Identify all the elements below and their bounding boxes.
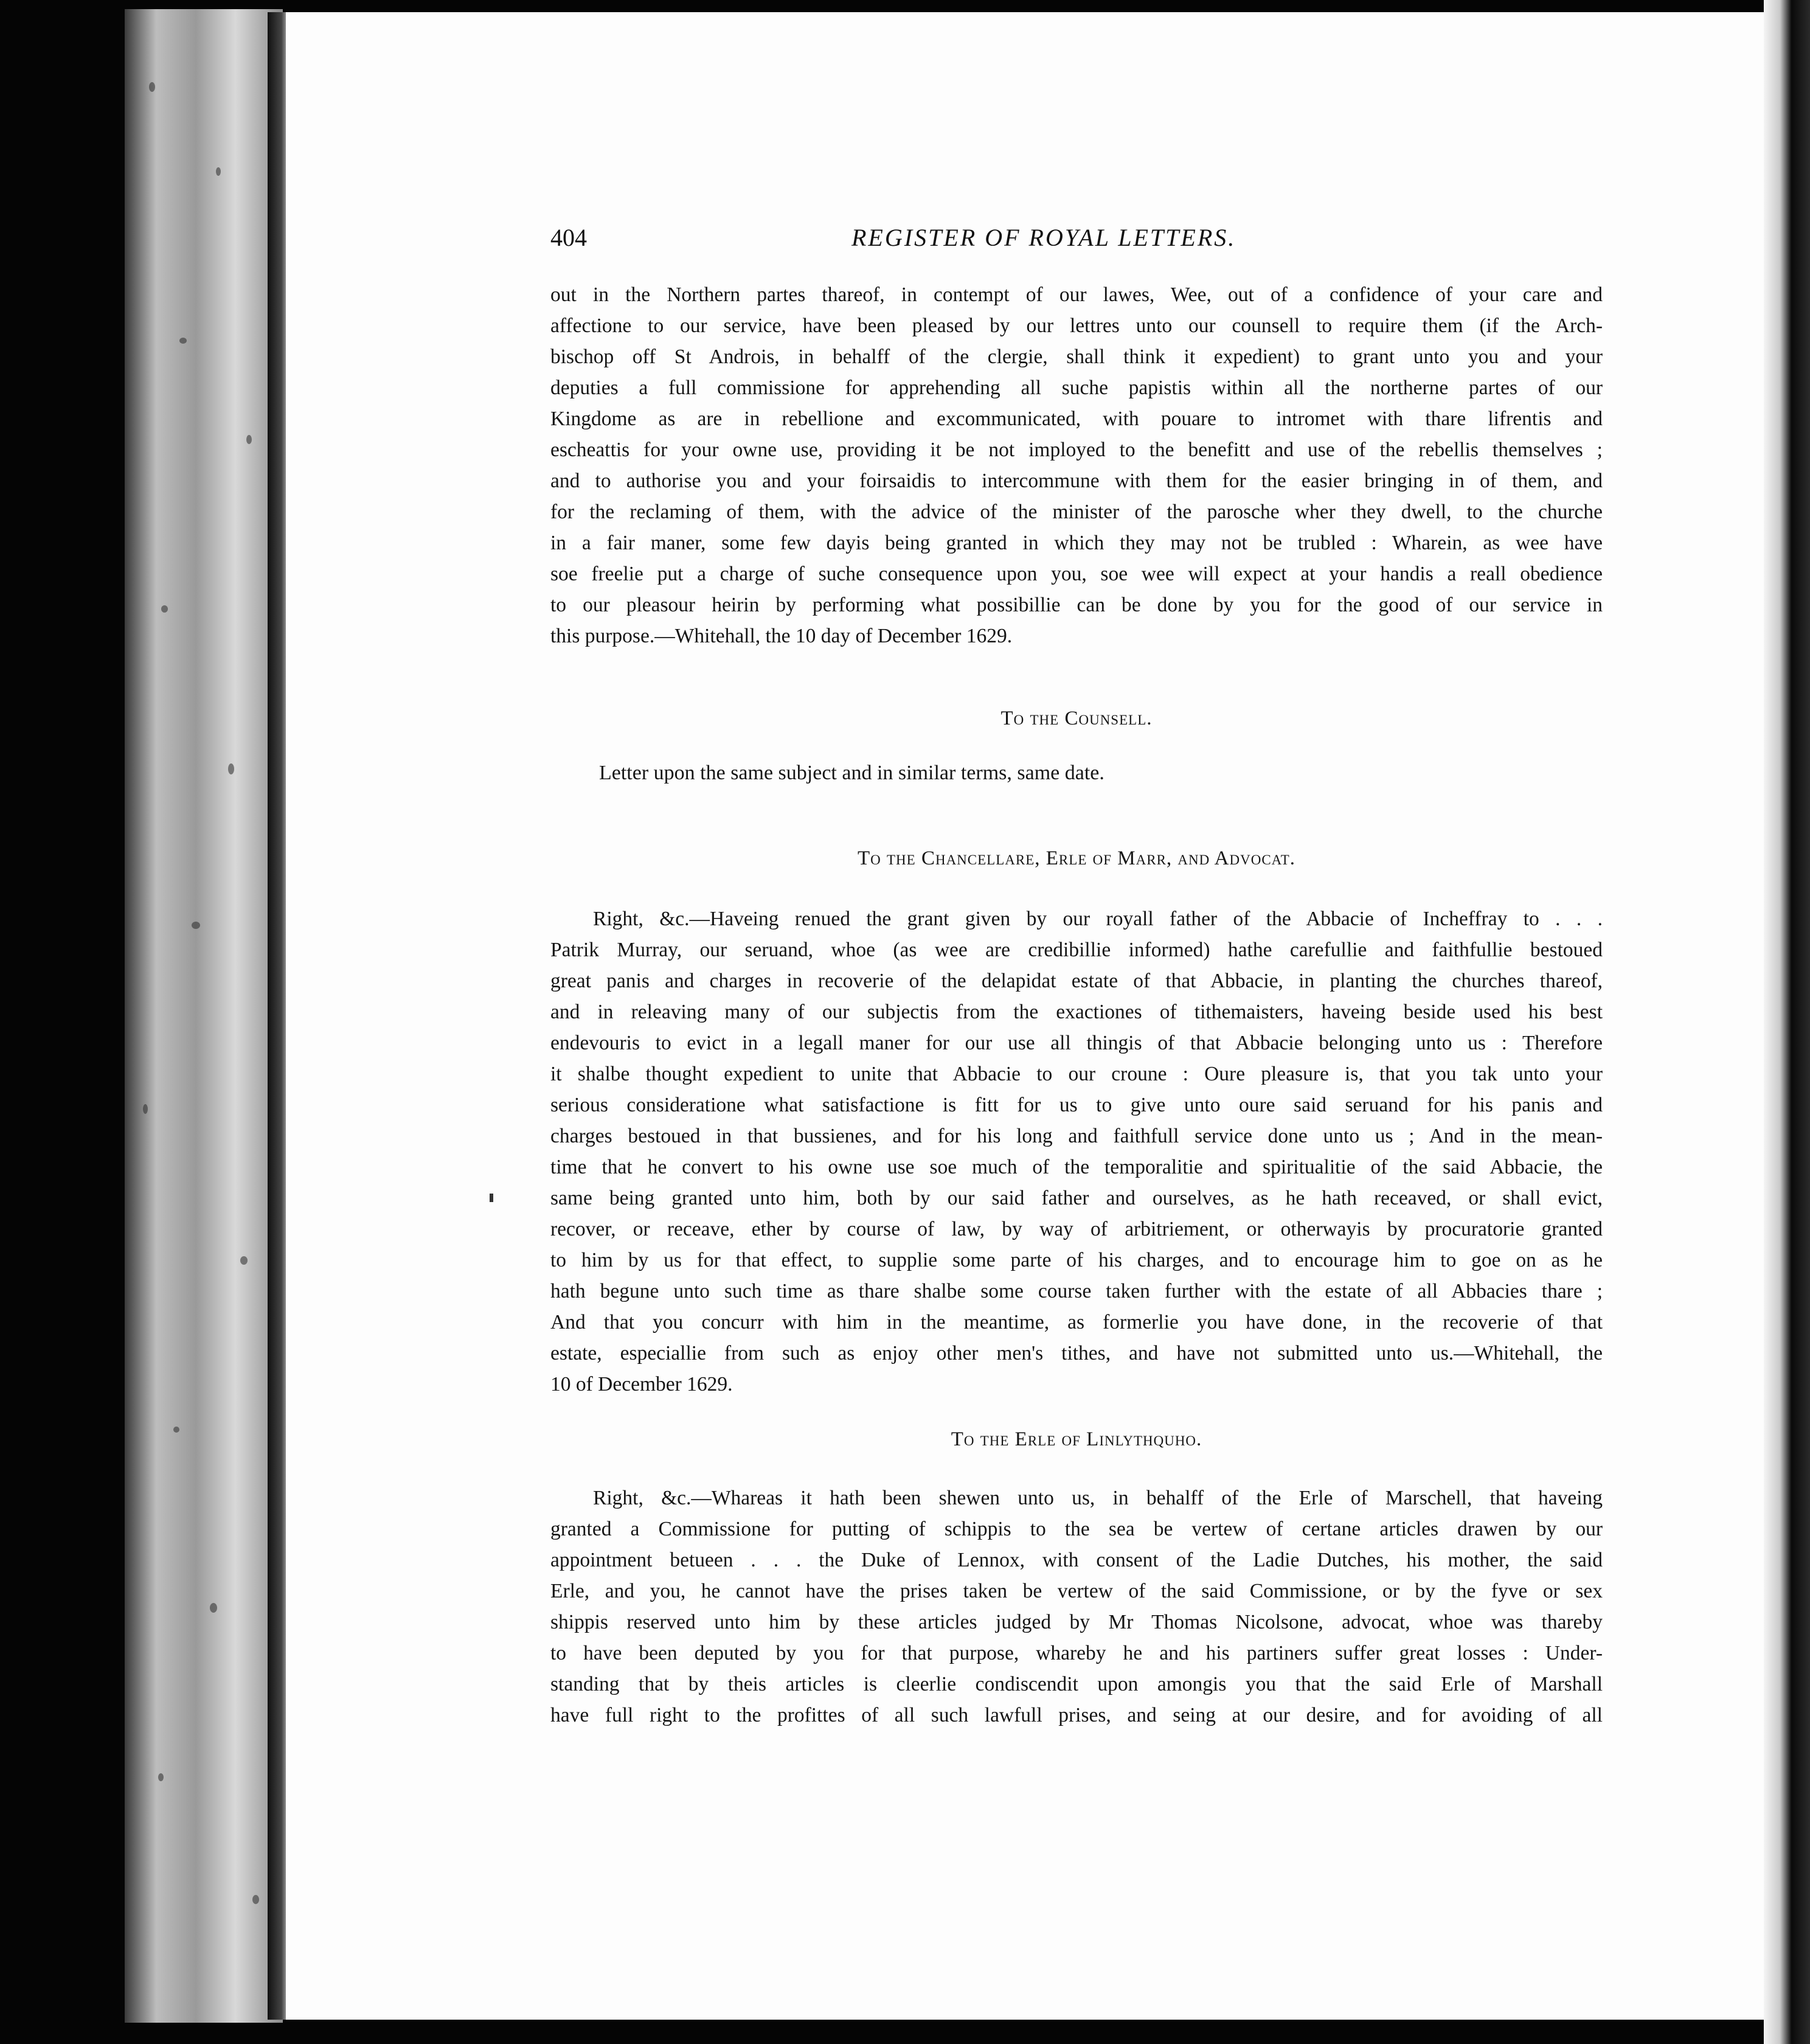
text-line: in a fair maner, some few dayis being granted in which they may not be trubled : Wharein, as wee have bbox=[550, 532, 1603, 554]
text-line: to our pleasour heirin by performing what possibillie can be done by you for the good of our service in bbox=[550, 594, 1603, 616]
letter-linlythquho bbox=[550, 1483, 1603, 1731]
text-line: serious consideratione what satisfactione is fitt for us to give unto oure said seruand for his panis and bbox=[550, 1094, 1603, 1116]
text-line: and in releaving many of our subjectis from the exactiones of tithemaisters, haveing beside used his best bbox=[550, 1001, 1603, 1023]
text-line: same being granted unto him, both by our said father and ourselves, as he hath receaved, or shall evict, bbox=[550, 1187, 1603, 1209]
text-line: standing that by theis articles is cleerlie condiscendit upon amongis you that the said Erle of Marshall bbox=[550, 1673, 1603, 1695]
page-header bbox=[550, 223, 1601, 260]
section-heading-counsell: To the Counsell. bbox=[1000, 707, 1153, 729]
text-line: Right, &c.—Whareas it hath been shewen unto us, in behalff of the Erle of Marschell, that haveing bbox=[593, 1487, 1603, 1509]
text-line: soe freelie put a charge of suche consequence upon you, soe wee will expect at your handis a reall obedience bbox=[550, 563, 1603, 585]
text-line: to have been deputed by you for that purpose, whareby he and his partiners suffer great losses : Under- bbox=[550, 1642, 1603, 1664]
text-line: this purpose.—Whitehall, the 10 day of December 1629. bbox=[550, 625, 1013, 647]
running-title: REGISTER OF ROYAL LETTERS. bbox=[851, 224, 1236, 251]
text-line: deputies a full commissione for apprehending all suche papistis within all the northerne partes of our bbox=[550, 377, 1603, 399]
section-summary-counsell: Letter upon the same subject and in similar terms, same date. bbox=[599, 762, 1104, 784]
page-number: 404 bbox=[550, 224, 587, 251]
text-line: Right, &c.—Haveing renued the grant given by our royall father of the Abbacie of Incheffray to . . . bbox=[593, 908, 1603, 930]
letter-chancellare bbox=[550, 903, 1603, 1400]
text-line: appointment betueen . . . the Duke of Lennox, with consent of the Ladie Dutches, his mother, the said bbox=[550, 1549, 1603, 1571]
text-line: estate, especiallie from such as enjoy other men's tithes, and have not submitted unto us.—Whitehall, the bbox=[550, 1342, 1603, 1364]
text-line: great panis and charges in recoverie of the delapidat estate of that Abbacie, in planting the churches thareof, bbox=[550, 970, 1603, 992]
text-line: and to authorise you and your foirsaidis to intercommune with them for the easier bringing in of them, and bbox=[550, 470, 1603, 492]
text-line: for the reclaming of them, with the advice of the minister of the parosche wher they dwell, to the churche bbox=[550, 501, 1603, 523]
text-line: endevouris to evict in a legall maner for our use all thingis of that Abbacie belonging unto us : Therefore bbox=[550, 1032, 1603, 1054]
letter-continued bbox=[550, 279, 1603, 652]
text-line: charges bestoued in that bussienes, and for his long and faithfull service done unto us ; And in the mean- bbox=[550, 1125, 1603, 1147]
text-line: Kingdome as are in rebellione and excommunicated, with pouare to intromet with thare lifrentis and bbox=[550, 408, 1603, 430]
text-line: escheattis for your owne use, providing it be not imployed to the benefitt and use of the rebellis themselves ; bbox=[550, 439, 1603, 461]
text-line: 10 of December 1629. bbox=[550, 1373, 733, 1396]
text-line: hath begune unto such time as thare shalbe some course taken further with the estate of all Abbacies thare ; bbox=[550, 1280, 1603, 1302]
section-heading-linlythquho: To the Erle of Linlythquho. bbox=[951, 1428, 1202, 1450]
text-line: granted a Commissione for putting of schippis to the sea be vertew of certane articles drawen by our bbox=[550, 1518, 1603, 1540]
text-line: affectione to our service, have been pleased by our lettres unto our counsell to require them (if the Arch- bbox=[550, 315, 1603, 337]
ink-mark bbox=[490, 1194, 493, 1202]
text-line: recover, or receave, ether by course of law, by way of arbitriement, or otherwayis by procuratorie granted bbox=[550, 1218, 1603, 1240]
text-line: Patrik Murray, our seruand, whoe (as wee are credibillie informed) hathe carefullie and faithfullie bestoued bbox=[550, 939, 1603, 961]
text-line: shippis reserved unto him by these articles judged by Mr Thomas Nicolsone, advocat, whoe was thareby bbox=[550, 1611, 1603, 1633]
facing-page-edge bbox=[1764, 0, 1810, 2044]
text-line: it shalbe thought expedient to unite that Abbacie to our croune : Oure pleasure is, that you tak unto your bbox=[550, 1063, 1603, 1085]
text-line: Erle, and you, he cannot have the prises taken be vertew of the said Commissione, or by the fyve or sex bbox=[550, 1580, 1603, 1602]
section-heading-chancellare: To the Chancellare, Erle of Marr, and Advocat. bbox=[857, 847, 1296, 869]
text-line: bischop off St Androis, in behalff of the clergie, shall think it expedient) to grant unto you and your bbox=[550, 346, 1603, 368]
text-line: time that he convert to his owne use soe much of the temporalitie and spiritualitie of the said Abbacie, the bbox=[550, 1156, 1603, 1178]
text-line: out in the Northern partes thareof, in contempt of our lawes, Wee, out of a confidence of your care and bbox=[550, 283, 1603, 306]
text-line: to him by us for that effect, to supplie some parte of his charges, and to encourage him to goe on as he bbox=[550, 1249, 1603, 1271]
text-line: And that you concurr with him in the meantime, as formerlie you have done, in the recoverie of that bbox=[550, 1311, 1603, 1333]
book-page-edges bbox=[125, 9, 283, 2023]
text-line: have full right to the profittes of all such lawfull prises, and seing at our desire, and for avoiding of all bbox=[550, 1704, 1603, 1726]
